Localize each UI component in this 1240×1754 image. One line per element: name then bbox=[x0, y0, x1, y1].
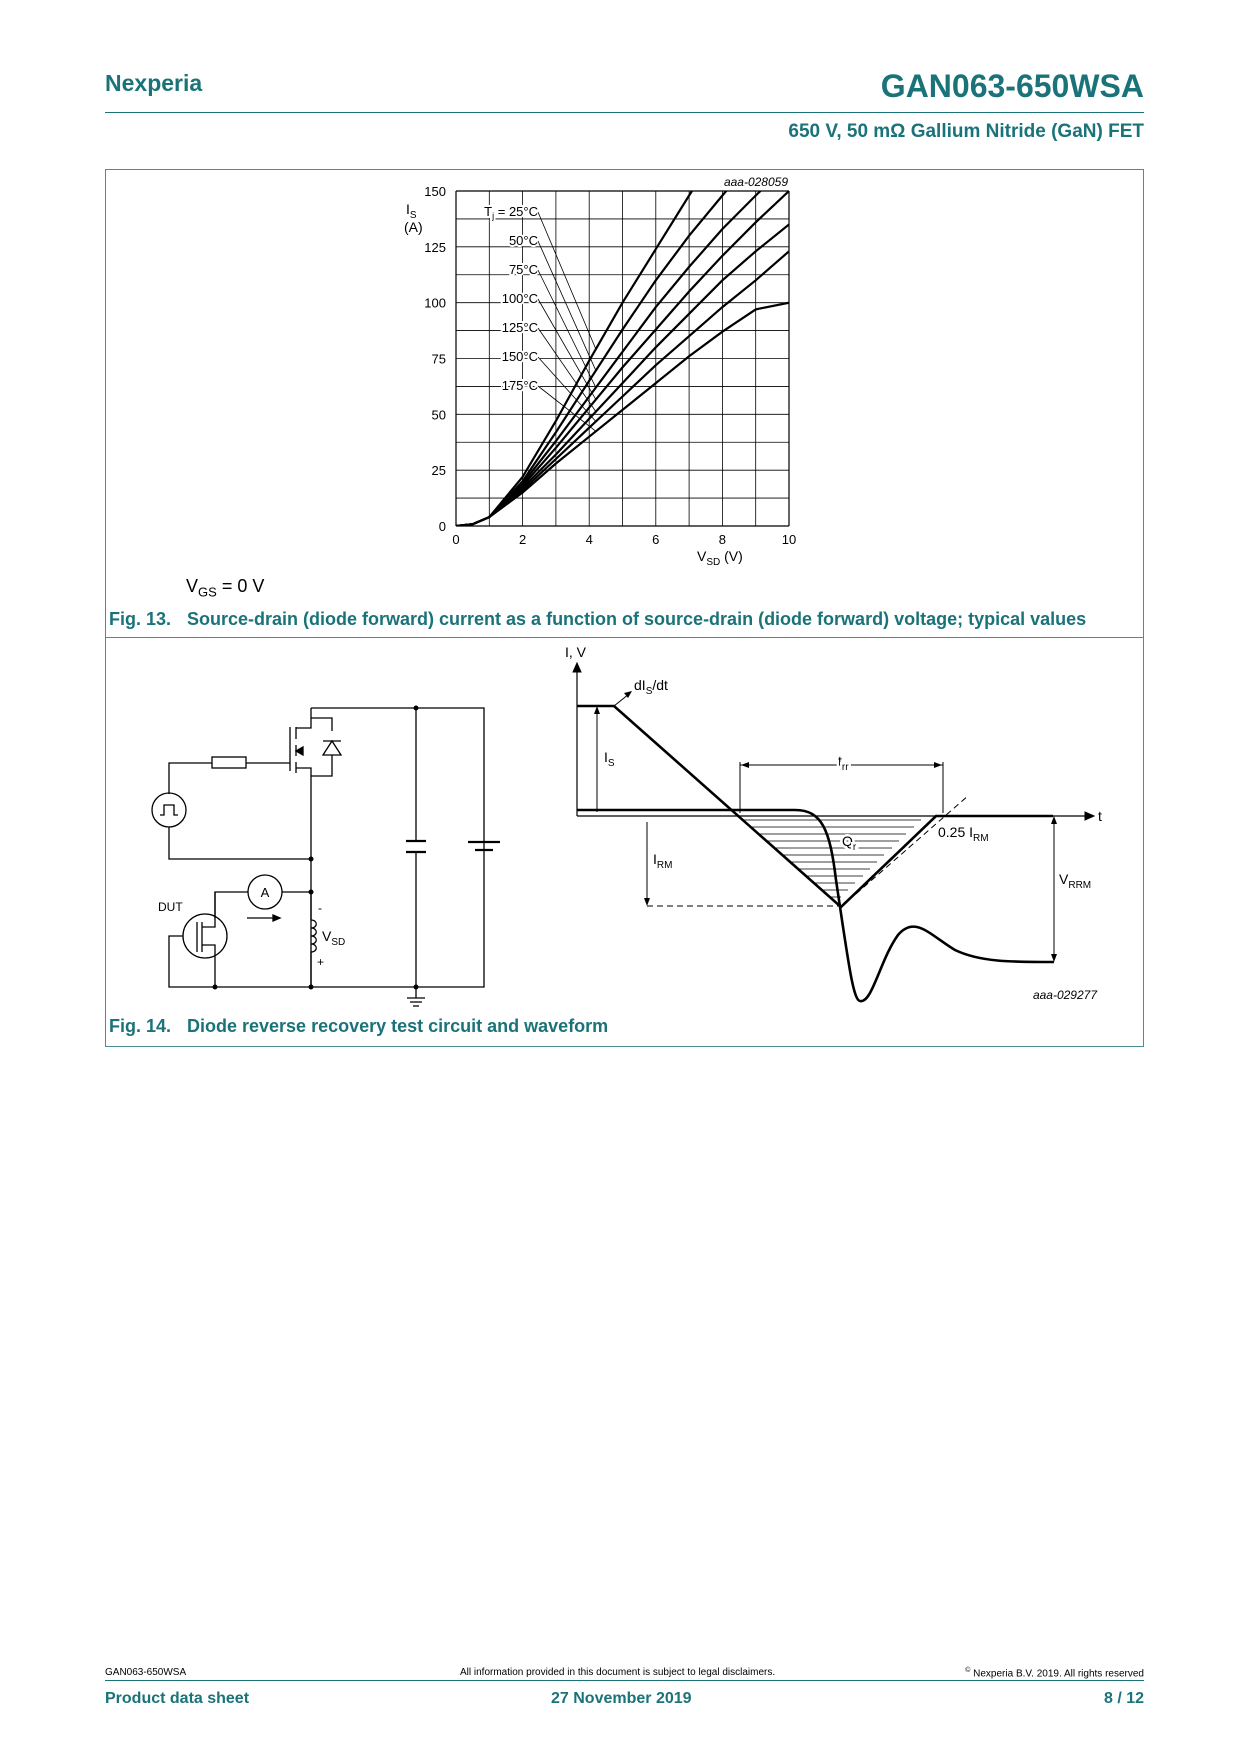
y-tick-label: 50 bbox=[431, 407, 446, 423]
y-tick-label: 25 bbox=[431, 463, 446, 479]
node-dot bbox=[414, 706, 419, 711]
dut-wires bbox=[169, 892, 311, 987]
y-tick-label: 125 bbox=[424, 239, 446, 255]
gate-drive-wire bbox=[169, 763, 212, 794]
x-tick-label: 2 bbox=[518, 532, 527, 547]
x-tick-label: 4 bbox=[585, 532, 593, 547]
test-circuit bbox=[152, 708, 500, 1006]
waveform-t-label: t bbox=[1098, 808, 1102, 824]
fig13-caption-number: Fig. 13. bbox=[109, 609, 172, 629]
capacitor-icon bbox=[406, 841, 426, 852]
brand-logo-text: Nexperia bbox=[105, 70, 203, 96]
series-label: 125°C bbox=[501, 320, 538, 335]
fig14-caption-text: Diode reverse recovery test circuit and waveform bbox=[187, 1016, 609, 1036]
fig14-caption bbox=[109, 1016, 608, 1037]
fig13-x-axis-label: $V_{SD}$ (V) bbox=[697, 548, 743, 568]
slope-label: $dI_S/dt$ bbox=[634, 677, 668, 697]
series-label: 50°C bbox=[508, 233, 538, 248]
product-subtitle: 650 V, 50 mΩ Gallium Nitride (GaN) FET bbox=[788, 121, 1144, 142]
qr-label: $Q_r$ bbox=[842, 833, 857, 853]
arrowhead bbox=[741, 762, 749, 768]
node-dot bbox=[309, 890, 314, 895]
node-dot bbox=[414, 985, 419, 990]
ammeter-return-wire bbox=[215, 892, 248, 918]
footer-rule bbox=[105, 1680, 1144, 1681]
node-dot bbox=[213, 985, 218, 990]
footer-disclaimer: All information provided in this document is subject to legal disclaimers. bbox=[460, 1667, 776, 1678]
series-label: 175°C bbox=[501, 378, 538, 393]
arrowhead bbox=[934, 762, 942, 768]
fig13-condition: $V_{GS} = 0$ V bbox=[186, 576, 265, 600]
reverse-current-trace bbox=[577, 706, 1053, 907]
vsd-plus-label: + bbox=[317, 955, 325, 969]
y-tick-label: 0 bbox=[438, 519, 446, 534]
x-tick-label: 6 bbox=[652, 532, 660, 547]
series-label: 75°C bbox=[508, 262, 538, 277]
irm-quarter-label: 0.25 $I_{RM}$ bbox=[938, 824, 989, 844]
is-label: $I_S$ bbox=[604, 749, 615, 769]
vsd-minus-label: - bbox=[318, 901, 322, 915]
y-tick-label: 100 bbox=[424, 295, 446, 311]
pulse-waveform-icon bbox=[160, 805, 178, 815]
dut-label: DUT bbox=[158, 900, 183, 914]
freewheel-diode-icon bbox=[323, 741, 341, 755]
dut-icon bbox=[183, 914, 227, 958]
fig14-caption-number: Fig. 14. bbox=[109, 1016, 172, 1036]
node-dot bbox=[309, 857, 314, 862]
vsd-label: $V_{SD}$ bbox=[322, 928, 346, 948]
irm-label: $I_{RM}$ bbox=[653, 851, 673, 871]
recovery-dashed-line bbox=[841, 795, 969, 907]
y-tick-label: 75 bbox=[431, 351, 446, 367]
vrrm-label: $V_{RRM}$ bbox=[1059, 871, 1092, 891]
pulse-source-icon bbox=[152, 793, 186, 827]
fig13-y-axis-unit: (A) bbox=[404, 219, 423, 235]
footer-doc-id: GAN063-650WSA bbox=[105, 1667, 187, 1678]
dut-symbol bbox=[197, 914, 215, 958]
waveform bbox=[573, 663, 1094, 1001]
gate-resistor bbox=[212, 757, 246, 768]
fig13-y-axis-label: $I_S$ bbox=[406, 201, 417, 221]
pulse-source-return-wire bbox=[169, 827, 311, 859]
y-tick-label: 150 bbox=[424, 184, 446, 199]
series-label: 100°C bbox=[501, 291, 538, 306]
ammeter-label: A bbox=[260, 885, 270, 900]
waveform-y-arrowhead bbox=[573, 663, 581, 672]
current-arrowhead bbox=[273, 915, 280, 921]
inductor-icon bbox=[311, 892, 316, 987]
footer-doc-type: Product data sheet bbox=[105, 1690, 250, 1707]
node-dot bbox=[309, 985, 314, 990]
footer-page-number: 8 / 12 bbox=[1103, 1690, 1144, 1707]
waveform-arrowheads bbox=[594, 691, 1057, 962]
part-number-title: GAN063-650WSA bbox=[880, 68, 1144, 104]
footer-copyright: © Nexperia B.V. 2019. All rights reserved bbox=[965, 1667, 1144, 1680]
ground-icon bbox=[407, 998, 425, 1006]
series-label: 150°C bbox=[501, 349, 538, 364]
trr-label: $t_{rr}$ bbox=[838, 753, 849, 773]
arrowhead bbox=[644, 898, 650, 906]
series-label: $T_j = 25^\circ C$ bbox=[484, 204, 538, 221]
switch-terminals bbox=[296, 708, 311, 778]
x-tick-label: 10 bbox=[781, 532, 797, 547]
x-tick-label: 8 bbox=[718, 532, 727, 547]
waveform-y-label: I, V bbox=[565, 644, 587, 660]
footer-date: 27 November 2019 bbox=[551, 1690, 692, 1707]
fig14-id: aaa-029277 bbox=[1032, 988, 1097, 1002]
switch-body-arrow bbox=[296, 747, 303, 755]
x-tick-label: 0 bbox=[452, 532, 460, 547]
fig13-caption-text: Source-drain (diode forward) current as a function of source-drain (diode forward) voltage; typical values bbox=[187, 609, 1087, 629]
waveform-t-arrowhead bbox=[1085, 812, 1094, 820]
fig13-id: aaa-028059 bbox=[723, 175, 788, 189]
